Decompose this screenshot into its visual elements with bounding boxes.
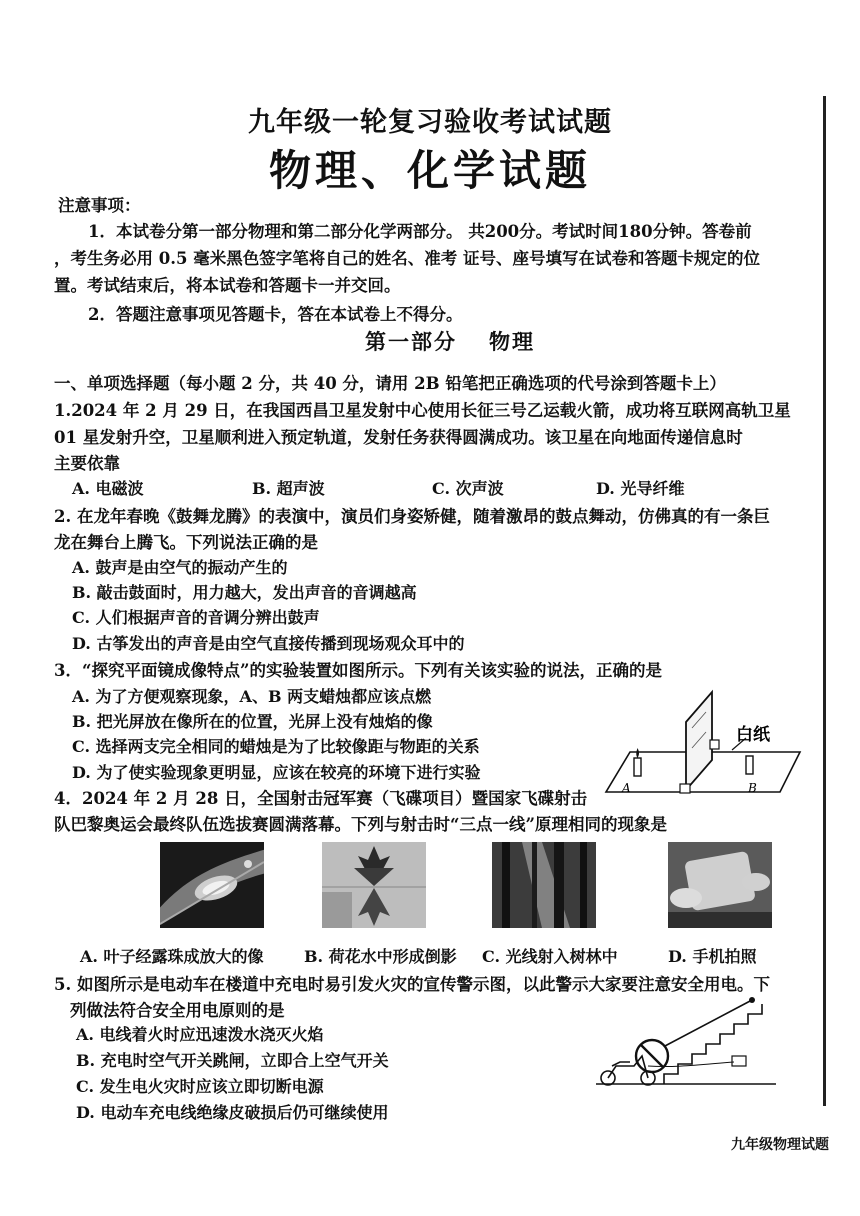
q2-option-d: D. 古筝发出的声音是由空气直接传播到现场观众耳中的	[72, 634, 465, 653]
q4-line1: 4．2024 年 2 月 28 日，全国射击冠军赛（飞碟项目）暨国家飞碟射击	[54, 789, 588, 808]
q1-option-d: D. 光导纤维	[596, 479, 685, 498]
q2-option-c: C. 人们根据声音的音调分辨出鼓声	[72, 608, 320, 627]
q2-line2: 龙在舞台上腾飞。下列说法正确的是	[54, 533, 318, 552]
page-edge-rule	[823, 96, 826, 1106]
q3-option-c: C. 选择两支完全相同的蜡烛是为了比较像距与物距的关系	[72, 737, 480, 756]
glass-plate	[686, 692, 712, 790]
plate-holder-front	[680, 784, 690, 793]
candle-a-label: A	[622, 781, 631, 795]
exam-title: 九年级一轮复习验收考试试题	[248, 107, 612, 138]
q5-option-a: A. 电线着火时应迅速泼水浇灭火焰	[76, 1025, 324, 1044]
notice-item1-line1: 1．本试卷分第一部分物理和第二部分化学两部分。 共200分。考试时间180分钟。答卷前	[88, 222, 752, 241]
exam-subtitle: 物理、化学试题	[268, 146, 591, 195]
section-heading	[0, 326, 860, 356]
q5-option-b: B. 充电时空气开关跳闸，立即合上空气开关	[76, 1051, 389, 1070]
photo-b-lotus-reflection	[322, 842, 426, 928]
photo-a-dewdrop	[160, 842, 264, 928]
page-footer: 九年级物理试题	[731, 1137, 829, 1153]
plate-holder-back	[710, 740, 719, 749]
q1-option-c: C. 次声波	[432, 479, 504, 498]
q2-option-b: B. 敲击鼓面时，用力越大，发出声音的音调越高	[72, 583, 417, 602]
q1-line2: 01 星发射升空，卫星顺利进入预定轨道，发射任务获得圆满成功。该卫星在向地面传递信息时	[54, 428, 743, 447]
q4-line2: 队巴黎奥运会最终队伍选拔赛圆满落幕。下列与射击时“三点一线”原理相同的现象是	[54, 815, 667, 834]
q4-option-a: A. 叶子经露珠成放大的像	[80, 947, 264, 966]
paper-label: 白纸	[736, 725, 770, 745]
candle-a-flame-icon	[636, 748, 639, 758]
candle-b-icon	[746, 756, 753, 774]
q1-line1: 1.2024 年 2 月 29 日，在我国西昌卫星发射中心使用长征三号乙运载火箭，成功将互联网高轨卫星	[54, 401, 791, 420]
section-part: 第一部分	[365, 329, 457, 354]
notice-item2: 2．答题注意事项见答题卡，答在本试卷上不得分。	[88, 305, 463, 324]
group1-heading: 一、单项选择题（每小题 2 分，共 40 分，请用 2B 铅笔把正确选项的代号涂到答题卡上）	[54, 374, 726, 393]
staircase	[664, 1004, 762, 1084]
q4-option-c: C. 光线射入树林中	[482, 947, 618, 966]
notice-item1-line3: 置。考试结束后，将本试卷和答题卡一并交回。	[54, 276, 401, 295]
photo-d-phone-photo	[668, 842, 772, 928]
q4-option-d: D. 手机拍照	[668, 947, 757, 966]
q1-line3: 主要依靠	[54, 454, 120, 473]
q3-option-d: D. 为了使实验现象更明显，应该在较亮的环境下进行实验	[72, 763, 481, 782]
q1-option-b: B. 超声波	[252, 479, 325, 498]
q3-line1: 3．“探究平面镜成像特点”的实验装置如图所示。下列有关该实验的说法，正确的是	[54, 661, 662, 680]
candle-b-label: B	[748, 781, 757, 795]
mirror-experiment-figure	[600, 688, 820, 800]
notice-label: 注意事项：	[58, 196, 141, 215]
q3-option-b: B. 把光屏放在像所在的位置，光屏上没有烛焰的像	[72, 712, 433, 731]
ebike-stairwell-figure	[586, 994, 786, 1094]
q2-option-a: A. 鼓声是由空气的振动产生的	[72, 558, 288, 577]
q5-option-d: D. 电动车充电线绝缘皮破损后仍可继续使用	[76, 1103, 389, 1122]
q3-option-a: A. 为了方便观察现象，A、B 两支蜡烛都应该点燃	[72, 687, 432, 706]
candle-a-icon	[634, 758, 641, 776]
notice-item1-line2: ，考生务必用 0.5 毫米黑色签字笔将自己的姓名、准考 证号、座号填写在试卷和答题卡规定的位	[54, 249, 760, 268]
wall-socket-icon	[732, 1056, 746, 1066]
q2-line1: 2. 在龙年春晚《鼓舞龙腾》的表演中，演员们身姿矫健，随着激昂的鼓点舞动，仿佛真的有一条巨	[54, 507, 770, 526]
photo-c-light-through-forest	[492, 842, 596, 928]
q1-option-a: A. 电磁波	[72, 479, 144, 498]
section-subject: 物理	[489, 329, 535, 354]
q4-option-b: B. 荷花水中形成倒影	[304, 947, 457, 966]
q5-line1: 5. 如图所示是电动车在楼道中充电时易引发火灾的宣传警示图，以此警示大家要注意安全用电。下	[54, 975, 770, 994]
q5-line2: 列做法符合安全用电原则的是	[70, 1001, 285, 1020]
q5-option-c: C. 发生电火灾时应该立即切断电源	[76, 1077, 324, 1096]
